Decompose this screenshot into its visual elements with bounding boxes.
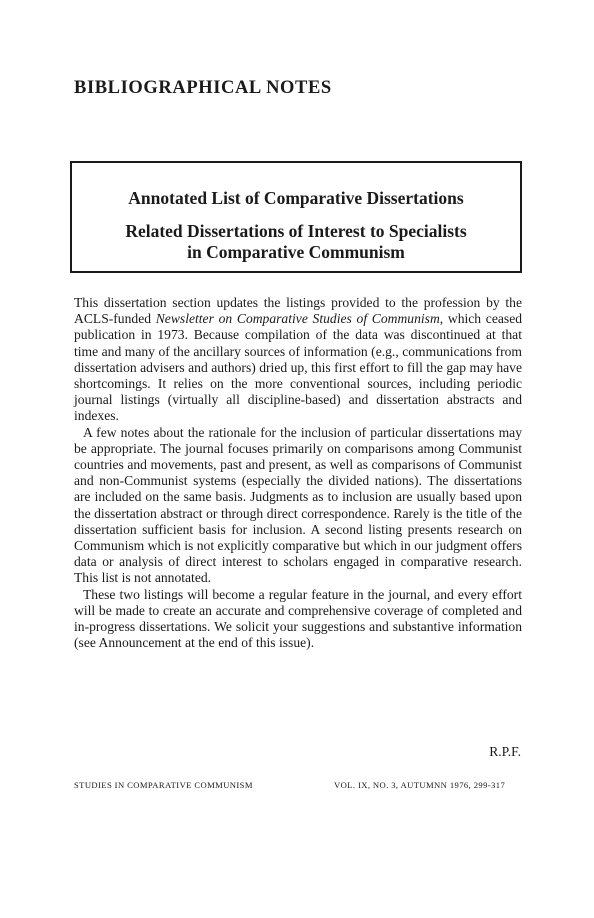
paragraph-3: These two listings will become a regular feature in the journal, and every effort will be made to create an accurate and comprehensive coverage of completed and in-progress dissertations. We solicit your suggestions and substantive information (see Announcement at the end of this issue).	[74, 586, 522, 651]
box-subtitle-line1: Related Dissertations of Interest to Specialists	[125, 221, 467, 241]
box-title: Annotated List of Comparative Dissertations	[128, 188, 464, 208]
newsletter-title: Newsletter on Comparative Studies of Communism	[155, 311, 440, 327]
paragraph-1	[74, 295, 522, 425]
paragraph-1-part1: This dissertation section updates the listings provided to the profession by the ACLS-funded	[74, 295, 522, 327]
footer-citation: VOL. IX, NO. 3, AUTUMNN 1976, 299-317	[334, 780, 506, 790]
footer-journal: STUDIES IN COMPARATIVE COMMUNISM	[74, 780, 253, 790]
body-text	[74, 295, 522, 651]
box-subtitle	[76, 221, 516, 263]
title-box-inner	[76, 169, 516, 267]
title-box	[70, 161, 522, 273]
paragraph-1-part2: , which ceased publication in 1973. Because compilation of the data was discontinued at that time and many of the ancillary sources of information (e.g., communications from dissertation advisers and authors) dried up, this first effort to fill the gap may have shortcomings. It relies on the more conventional sources, including periodic journal listings (virtually all discipline-based) and dissertation abstracts and indexes.	[74, 311, 523, 424]
paragraph-2: A few notes about the rationale for the inclusion of particular dissertations may be appropriate. The journal focuses primarily on comparisons among Communist countries and movements, past and present, as well as comparisons of Communist and non-Communist systems (especially the divided nations). The dissertations are included on the same basis. Judgments as to inclusion are usually based upon the dissertation abstract or through direct correspondence. Rarely is the title of the dissertation sufficient basis for inclusion. A second listing presents research on Communism which is not explicitly comparative but which in our judgment offers data or analysis of direct interest to scholars engaged in comparative research. This list is not annotated.	[74, 424, 522, 586]
author-initials: R.P.F.	[489, 744, 521, 759]
section-heading: BIBLIOGRAPHICAL NOTES	[74, 78, 332, 98]
box-subtitle-line2: in Comparative Communism	[187, 242, 405, 262]
